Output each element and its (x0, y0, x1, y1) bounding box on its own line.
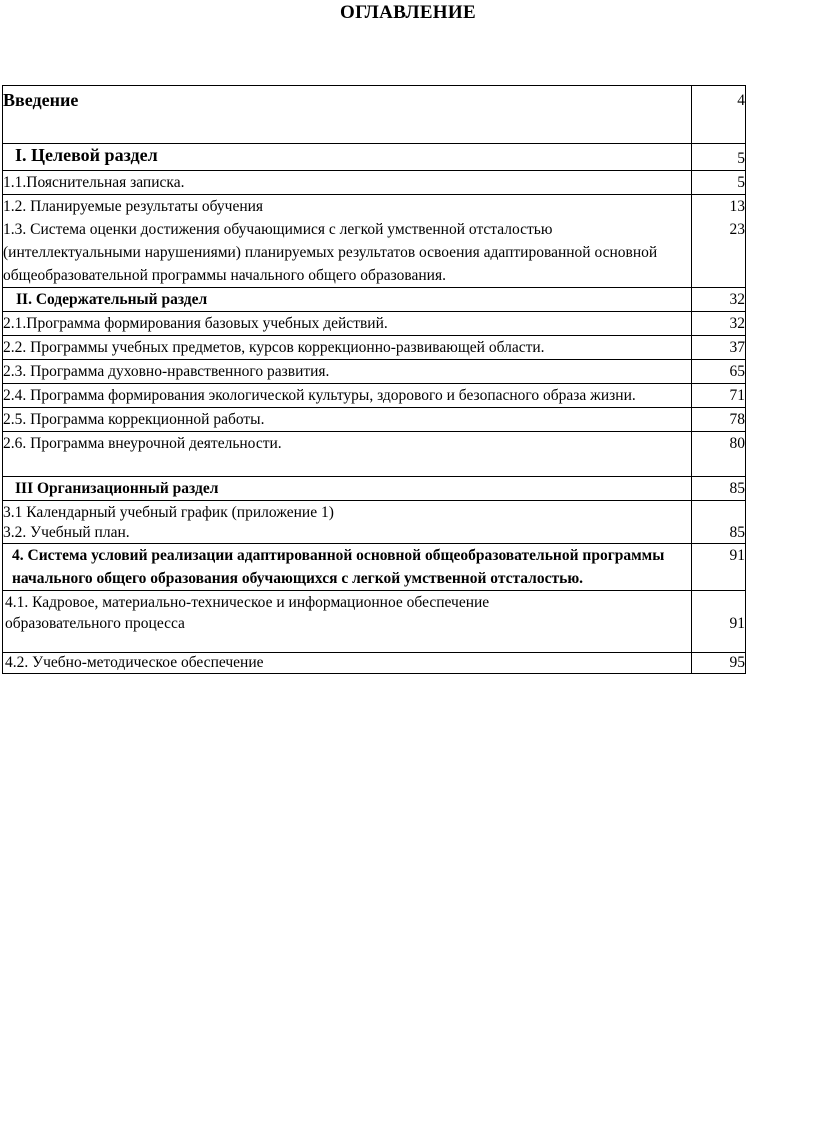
toc-4-1-page: 91 (729, 615, 745, 632)
toc-2-5-page: 78 (729, 411, 745, 428)
toc-2-4-page: 71 (729, 387, 745, 404)
toc-row-2-6 (3, 432, 746, 477)
toc-row-sec1 (3, 144, 746, 171)
toc-1-2-label: 1.2. Планируемые результаты обучения (3, 198, 264, 215)
toc-sec2-label: II. Содержательный раздел (16, 291, 208, 308)
toc-4-page: 91 (729, 547, 745, 564)
page-title: ОГЛАВЛЕНИЕ (340, 2, 476, 23)
toc-4-1-label: 4.1. Кадровое, материально-техническое и информационное обеспечение образовательного процесса (5, 594, 490, 632)
toc-4-2-label: 4.2. Учебно-методическое обеспечение (5, 654, 264, 671)
toc-4-label: 4. Система условий реализации адаптированной основной общеобразовательной программы начального общего образования обучающихся с легкой умственной отсталостью. (12, 547, 665, 587)
toc-1-2-page: 13 (729, 198, 745, 215)
toc-3-1-label: 3.1 Календарный учебный график (приложение 1) (3, 504, 334, 521)
toc-2-1-page: 32 (729, 315, 745, 332)
toc-2-1-label: 2.1.Программа формирования базовых учебных действий. (3, 315, 388, 332)
toc-sec1-page: 5 (737, 150, 745, 167)
toc-2-6-label: 2.6. Программа внеурочной деятельности. (3, 435, 282, 452)
toc-2-2-label: 2.2. Программы учебных предметов, курсов коррекционно-развивающей области. (3, 339, 545, 356)
toc-row-3-1-3-2 (3, 501, 746, 544)
toc-row-4-1 (3, 591, 746, 653)
toc-sec3-page: 85 (729, 480, 745, 497)
toc-row-sec3 (3, 477, 746, 501)
toc-sec3-label: III Организационный раздел (15, 480, 219, 497)
toc-row-4-2 (3, 653, 746, 674)
toc-1-3-label: 1.3. Система оценки достижения обучающимися с легкой умственной отсталостью (интеллектуальными нарушениями) планируемых результатов освоения адаптированной основной общеобразовательной программы начального общего образования. (3, 221, 658, 284)
toc-4-2-page: 95 (729, 654, 745, 671)
toc-3-2-label: 3.2. Учебный план. (3, 524, 130, 541)
toc-table (2, 85, 746, 674)
toc-2-4-label: 2.4. Программа формирования экологической культуры, здорового и безопасного образа жизни. (3, 387, 636, 404)
toc-row-2-1 (3, 312, 746, 336)
toc-row-2-4 (3, 384, 746, 408)
toc-row-2-2 (3, 336, 746, 360)
toc-2-2-page: 37 (729, 339, 745, 356)
toc-1-1-page: 5 (737, 174, 745, 191)
toc-intro-label: Введение (3, 90, 79, 110)
toc-2-5-label: 2.5. Программа коррекционной работы. (3, 411, 265, 428)
toc-1-3-page: 23 (729, 221, 745, 238)
toc-row-1-2 (3, 195, 746, 219)
toc-row-2-5 (3, 408, 746, 432)
toc-2-6-page: 80 (729, 435, 745, 452)
toc-sec1-label: I. Целевой раздел (15, 145, 158, 165)
toc-row-2-3 (3, 360, 746, 384)
toc-1-1-label: 1.1.Пояснительная записка. (3, 174, 185, 191)
toc-row-intro (3, 86, 746, 144)
toc-2-3-page: 65 (729, 363, 745, 380)
toc-sec2-page: 32 (729, 291, 745, 308)
toc-row-sec2 (3, 288, 746, 312)
toc-row-1-3 (3, 218, 746, 288)
toc-row-4 (3, 544, 746, 591)
toc-row-1-1 (3, 171, 746, 195)
toc-intro-page: 4 (737, 92, 745, 109)
toc-3-2-page: 85 (729, 524, 745, 541)
toc-2-3-label: 2.3. Программа духовно-нравственного развития. (3, 363, 330, 380)
